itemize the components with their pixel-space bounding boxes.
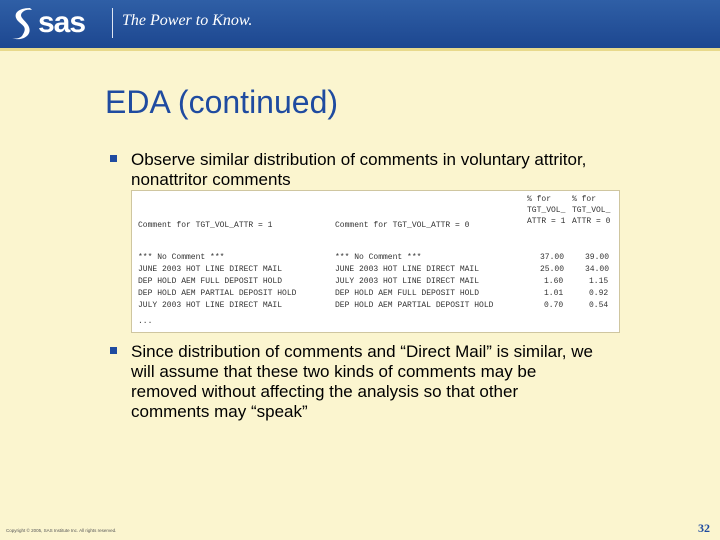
row-pct-1: 37.00	[540, 253, 565, 262]
tagline: The Power to Know.	[122, 12, 253, 29]
bullet-marker	[108, 345, 120, 357]
row-pct-1: 1.01	[544, 289, 564, 298]
pct-header-1-line-3: ATTR = 1	[527, 217, 566, 226]
row-comment-1: JULY 2003 HOT LINE DIRECT MAIL	[138, 301, 283, 310]
sas-logo	[8, 4, 104, 42]
logo-text: sas	[38, 6, 86, 39]
column-header-1: Comment for TGT_VOL_ATTR = 1	[138, 221, 273, 230]
copyright-footer: Copyright © 2005, SAS Institute Inc. All rights reserved.	[6, 528, 117, 533]
sas-swoosh-icon	[8, 4, 38, 42]
logo-divider	[112, 8, 113, 38]
table-row	[138, 253, 614, 263]
bullet-marker	[108, 153, 120, 165]
row-comment-2: DEP HOLD AEM PARTIAL DEPOSIT HOLD	[335, 301, 494, 310]
row-comment-1: DEP HOLD AEM PARTIAL DEPOSIT HOLD	[138, 289, 297, 298]
table-row	[138, 289, 614, 299]
pct-header-1-line-2: TGT_VOL_	[527, 206, 566, 215]
bullet-text-2: Since distribution of comments and “Direct Mail” is similar, we will assume that these two kinds of comments may be removed without affecting the analysis so that other comments may “speak”	[131, 342, 593, 421]
row-comment-2: DEP HOLD AEM FULL DEPOSIT HOLD	[335, 289, 480, 298]
header-underline	[0, 48, 720, 51]
page-number: 32	[698, 521, 710, 535]
row-comment-2: JULY 2003 HOT LINE DIRECT MAIL	[335, 277, 480, 286]
row-comment-1: DEP HOLD AEM FULL DEPOSIT HOLD	[138, 277, 283, 286]
row-pct-1: 0.70	[544, 301, 564, 310]
row-comment-1: JUNE 2003 HOT LINE DIRECT MAIL	[138, 265, 283, 274]
table-row	[138, 265, 614, 275]
bullet-text-1: Observe similar distribution of comments in voluntary attritor, nonattritor comments	[131, 150, 587, 189]
row-comment-2: JUNE 2003 HOT LINE DIRECT MAIL	[335, 265, 480, 274]
table-ellipsis: ...	[138, 317, 153, 326]
row-comment-2: *** No Comment ***	[335, 253, 422, 262]
table-row	[138, 277, 614, 287]
table-row	[138, 301, 614, 311]
row-pct-2: 0.54	[589, 301, 609, 310]
column-header-2: Comment for TGT_VOL_ATTR = 0	[335, 221, 470, 230]
row-pct-1: 25.00	[540, 265, 565, 274]
pct-header-2-line-1: % for	[572, 195, 597, 204]
pct-header-1-line-1: % for	[527, 195, 552, 204]
row-pct-1: 1.60	[544, 277, 564, 286]
pct-header-2-line-3: ATTR = 0	[572, 217, 611, 226]
row-pct-2: 1.15	[589, 277, 609, 286]
header-bar	[0, 0, 720, 48]
row-comment-1: *** No Comment ***	[138, 253, 225, 262]
row-pct-2: 34.00	[585, 265, 610, 274]
slide-title: EDA (continued)	[105, 84, 339, 120]
row-pct-2: 39.00	[585, 253, 610, 262]
row-pct-2: 0.92	[589, 289, 609, 298]
pct-header-2-line-2: TGT_VOL_	[572, 206, 611, 215]
comment-table	[131, 190, 620, 333]
